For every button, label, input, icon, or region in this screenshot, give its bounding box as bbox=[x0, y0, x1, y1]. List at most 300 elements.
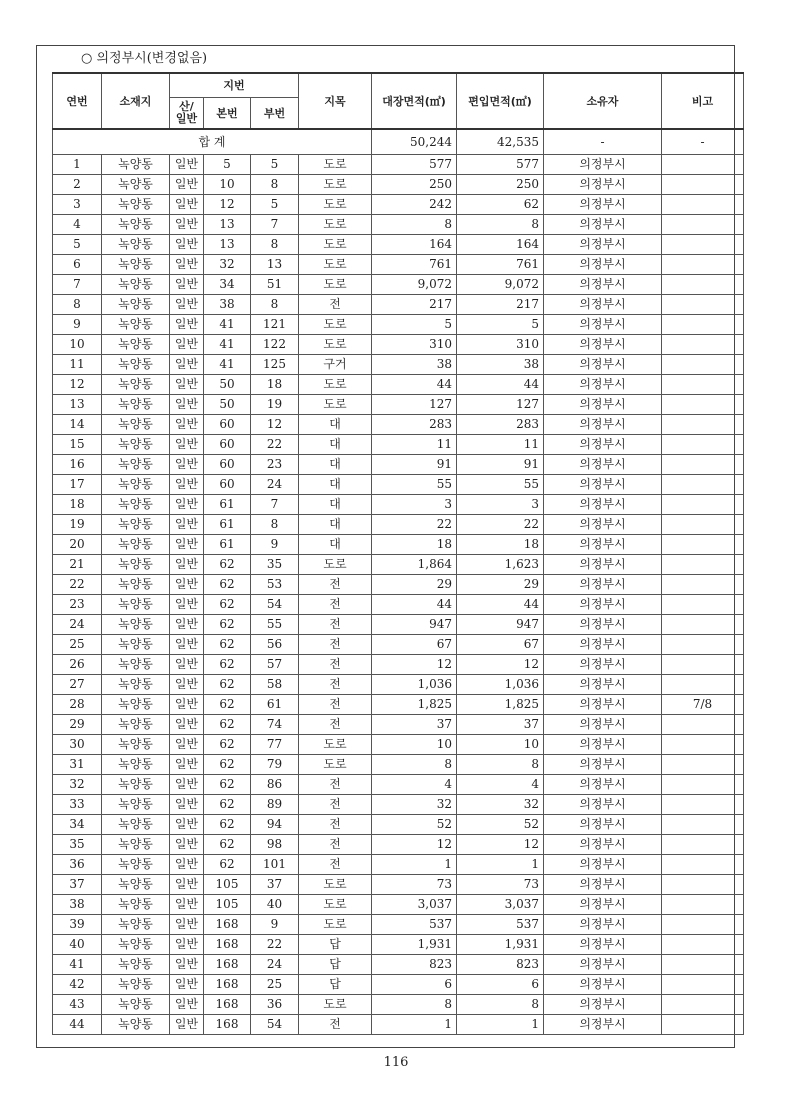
cell-remarks bbox=[662, 215, 744, 235]
cell-owner: 의정부시 bbox=[544, 875, 662, 895]
cell-owner: 의정부시 bbox=[544, 715, 662, 735]
header-location: 소재지 bbox=[102, 73, 170, 129]
table-row bbox=[53, 755, 744, 775]
cell-seq: 8 bbox=[53, 295, 102, 315]
cell-sub-no: 36 bbox=[251, 995, 299, 1015]
cell-remarks bbox=[662, 535, 744, 555]
header-incorporated-area: 편입면적(㎡) bbox=[457, 73, 544, 129]
table-row bbox=[53, 155, 744, 175]
cell-jimok: 도로 bbox=[299, 875, 372, 895]
cell-sub-no: 58 bbox=[251, 675, 299, 695]
cell-ledger-area: 67 bbox=[372, 635, 457, 655]
cell-seq: 3 bbox=[53, 195, 102, 215]
cell-location: 녹양동 bbox=[102, 455, 170, 475]
cell-location: 녹양동 bbox=[102, 735, 170, 755]
cell-remarks bbox=[662, 155, 744, 175]
cell-incorporated-area: 1,825 bbox=[457, 695, 544, 715]
cell-location: 녹양동 bbox=[102, 175, 170, 195]
cell-owner: 의정부시 bbox=[544, 995, 662, 1015]
cell-san: 일반 bbox=[170, 955, 204, 975]
cell-remarks bbox=[662, 415, 744, 435]
table-row bbox=[53, 535, 744, 555]
cell-ledger-area: 1,036 bbox=[372, 675, 457, 695]
table-row bbox=[53, 675, 744, 695]
cell-san: 일반 bbox=[170, 815, 204, 835]
cell-main-no: 10 bbox=[204, 175, 251, 195]
cell-san: 일반 bbox=[170, 315, 204, 335]
cell-jimok: 전 bbox=[299, 815, 372, 835]
cell-owner: 의정부시 bbox=[544, 515, 662, 535]
cell-incorporated-area: 38 bbox=[457, 355, 544, 375]
cell-san: 일반 bbox=[170, 435, 204, 455]
cell-incorporated-area: 22 bbox=[457, 515, 544, 535]
total-remarks: - bbox=[662, 129, 744, 155]
cell-ledger-area: 577 bbox=[372, 155, 457, 175]
cell-incorporated-area: 947 bbox=[457, 615, 544, 635]
cell-seq: 37 bbox=[53, 875, 102, 895]
table-row bbox=[53, 395, 744, 415]
cell-location: 녹양동 bbox=[102, 715, 170, 735]
cell-location: 녹양동 bbox=[102, 195, 170, 215]
total-incorporated-area: 42,535 bbox=[457, 129, 544, 155]
cell-san: 일반 bbox=[170, 375, 204, 395]
cell-san: 일반 bbox=[170, 255, 204, 275]
cell-location: 녹양동 bbox=[102, 755, 170, 775]
cell-ledger-area: 32 bbox=[372, 795, 457, 815]
cell-location: 녹양동 bbox=[102, 975, 170, 995]
cell-incorporated-area: 9,072 bbox=[457, 275, 544, 295]
cell-main-no: 61 bbox=[204, 515, 251, 535]
total-row bbox=[53, 129, 744, 155]
cell-sub-no: 37 bbox=[251, 875, 299, 895]
cell-san: 일반 bbox=[170, 295, 204, 315]
cell-incorporated-area: 217 bbox=[457, 295, 544, 315]
cell-main-no: 62 bbox=[204, 575, 251, 595]
cell-jimok: 도로 bbox=[299, 155, 372, 175]
cell-remarks bbox=[662, 175, 744, 195]
cell-location: 녹양동 bbox=[102, 555, 170, 575]
table-row bbox=[53, 855, 744, 875]
table-row bbox=[53, 915, 744, 935]
cell-owner: 의정부시 bbox=[544, 915, 662, 935]
cell-jimok: 답 bbox=[299, 935, 372, 955]
cell-seq: 16 bbox=[53, 455, 102, 475]
table-row bbox=[53, 415, 744, 435]
cell-location: 녹양동 bbox=[102, 295, 170, 315]
header-jimok: 지목 bbox=[299, 73, 372, 129]
cell-owner: 의정부시 bbox=[544, 595, 662, 615]
cell-location: 녹양동 bbox=[102, 835, 170, 855]
cell-location: 녹양동 bbox=[102, 535, 170, 555]
cell-location: 녹양동 bbox=[102, 995, 170, 1015]
cell-san: 일반 bbox=[170, 615, 204, 635]
cell-incorporated-area: 52 bbox=[457, 815, 544, 835]
cell-ledger-area: 22 bbox=[372, 515, 457, 535]
cell-remarks bbox=[662, 575, 744, 595]
cell-main-no: 61 bbox=[204, 495, 251, 515]
cell-remarks bbox=[662, 455, 744, 475]
cell-owner: 의정부시 bbox=[544, 895, 662, 915]
cell-ledger-area: 73 bbox=[372, 875, 457, 895]
cell-main-no: 32 bbox=[204, 255, 251, 275]
cell-remarks bbox=[662, 375, 744, 395]
cell-jimok: 전 bbox=[299, 835, 372, 855]
cell-jimok: 대 bbox=[299, 475, 372, 495]
cell-ledger-area: 12 bbox=[372, 835, 457, 855]
cell-incorporated-area: 8 bbox=[457, 755, 544, 775]
cell-ledger-area: 38 bbox=[372, 355, 457, 375]
cell-sub-no: 86 bbox=[251, 775, 299, 795]
cell-owner: 의정부시 bbox=[544, 175, 662, 195]
cell-san: 일반 bbox=[170, 555, 204, 575]
table-row bbox=[53, 935, 744, 955]
cell-remarks bbox=[662, 895, 744, 915]
header-row bbox=[53, 73, 744, 98]
cell-san: 일반 bbox=[170, 395, 204, 415]
cell-jimok: 대 bbox=[299, 455, 372, 475]
cell-ledger-area: 8 bbox=[372, 215, 457, 235]
cell-jimok: 대 bbox=[299, 435, 372, 455]
cell-incorporated-area: 1,036 bbox=[457, 675, 544, 695]
cell-incorporated-area: 127 bbox=[457, 395, 544, 415]
cell-jimok: 대 bbox=[299, 495, 372, 515]
cell-owner: 의정부시 bbox=[544, 295, 662, 315]
cell-seq: 26 bbox=[53, 655, 102, 675]
cell-ledger-area: 1,864 bbox=[372, 555, 457, 575]
cell-san: 일반 bbox=[170, 595, 204, 615]
cell-remarks bbox=[662, 395, 744, 415]
table-row bbox=[53, 495, 744, 515]
cell-seq: 35 bbox=[53, 835, 102, 855]
cell-location: 녹양동 bbox=[102, 215, 170, 235]
table-row bbox=[53, 595, 744, 615]
cell-sub-no: 25 bbox=[251, 975, 299, 995]
cell-seq: 23 bbox=[53, 595, 102, 615]
cell-jimok: 전 bbox=[299, 855, 372, 875]
cell-owner: 의정부시 bbox=[544, 435, 662, 455]
cell-incorporated-area: 32 bbox=[457, 795, 544, 815]
cell-seq: 1 bbox=[53, 155, 102, 175]
cell-remarks bbox=[662, 315, 744, 335]
cell-location: 녹양동 bbox=[102, 895, 170, 915]
cell-incorporated-area: 62 bbox=[457, 195, 544, 215]
cell-san: 일반 bbox=[170, 215, 204, 235]
cell-incorporated-area: 823 bbox=[457, 955, 544, 975]
cell-sub-no: 98 bbox=[251, 835, 299, 855]
cell-sub-no: 57 bbox=[251, 655, 299, 675]
cell-jimok: 도로 bbox=[299, 395, 372, 415]
cell-remarks bbox=[662, 995, 744, 1015]
cell-jimok: 전 bbox=[299, 295, 372, 315]
cell-location: 녹양동 bbox=[102, 515, 170, 535]
cell-jimok: 전 bbox=[299, 1015, 372, 1035]
cell-san: 일반 bbox=[170, 415, 204, 435]
cell-remarks bbox=[662, 935, 744, 955]
cell-sub-no: 5 bbox=[251, 155, 299, 175]
cell-ledger-area: 6 bbox=[372, 975, 457, 995]
header-main-no: 본번 bbox=[204, 98, 251, 130]
cell-owner: 의정부시 bbox=[544, 455, 662, 475]
cell-remarks bbox=[662, 195, 744, 215]
cell-jimok: 도로 bbox=[299, 215, 372, 235]
cell-jimok: 도로 bbox=[299, 235, 372, 255]
cell-seq: 32 bbox=[53, 775, 102, 795]
cell-remarks bbox=[662, 975, 744, 995]
cell-jimok: 전 bbox=[299, 675, 372, 695]
cell-owner: 의정부시 bbox=[544, 1015, 662, 1035]
cell-owner: 의정부시 bbox=[544, 735, 662, 755]
cell-incorporated-area: 283 bbox=[457, 415, 544, 435]
table-row bbox=[53, 835, 744, 855]
cell-owner: 의정부시 bbox=[544, 275, 662, 295]
cell-jimok: 도로 bbox=[299, 175, 372, 195]
cell-location: 녹양동 bbox=[102, 375, 170, 395]
cell-incorporated-area: 18 bbox=[457, 535, 544, 555]
total-label: 합 계 bbox=[53, 129, 372, 155]
cell-incorporated-area: 537 bbox=[457, 915, 544, 935]
table-row bbox=[53, 895, 744, 915]
cell-sub-no: 121 bbox=[251, 315, 299, 335]
cell-seq: 41 bbox=[53, 955, 102, 975]
cell-main-no: 13 bbox=[204, 215, 251, 235]
cell-location: 녹양동 bbox=[102, 815, 170, 835]
cell-remarks bbox=[662, 875, 744, 895]
cell-seq: 14 bbox=[53, 415, 102, 435]
table-row bbox=[53, 295, 744, 315]
cell-owner: 의정부시 bbox=[544, 815, 662, 835]
cell-location: 녹양동 bbox=[102, 595, 170, 615]
cell-location: 녹양동 bbox=[102, 875, 170, 895]
table-row bbox=[53, 375, 744, 395]
cell-seq: 25 bbox=[53, 635, 102, 655]
cell-san: 일반 bbox=[170, 695, 204, 715]
cell-remarks bbox=[662, 835, 744, 855]
cell-seq: 20 bbox=[53, 535, 102, 555]
cell-san: 일반 bbox=[170, 1015, 204, 1035]
cell-seq: 5 bbox=[53, 235, 102, 255]
table-row bbox=[53, 515, 744, 535]
cell-seq: 31 bbox=[53, 755, 102, 775]
cell-main-no: 5 bbox=[204, 155, 251, 175]
cell-remarks: 7/8 bbox=[662, 695, 744, 715]
cell-jimok: 도로 bbox=[299, 755, 372, 775]
cell-sub-no: 35 bbox=[251, 555, 299, 575]
cell-location: 녹양동 bbox=[102, 235, 170, 255]
cell-remarks bbox=[662, 815, 744, 835]
cell-san: 일반 bbox=[170, 755, 204, 775]
cell-main-no: 41 bbox=[204, 335, 251, 355]
cell-remarks bbox=[662, 595, 744, 615]
cell-main-no: 62 bbox=[204, 815, 251, 835]
cell-jimok: 전 bbox=[299, 615, 372, 635]
cell-incorporated-area: 3 bbox=[457, 495, 544, 515]
cell-owner: 의정부시 bbox=[544, 475, 662, 495]
cell-location: 녹양동 bbox=[102, 615, 170, 635]
cell-san: 일반 bbox=[170, 495, 204, 515]
cell-incorporated-area: 37 bbox=[457, 715, 544, 735]
cell-remarks bbox=[662, 355, 744, 375]
cell-seq: 27 bbox=[53, 675, 102, 695]
cell-main-no: 62 bbox=[204, 795, 251, 815]
table-row bbox=[53, 975, 744, 995]
table-row bbox=[53, 335, 744, 355]
cell-main-no: 168 bbox=[204, 995, 251, 1015]
cell-jimok: 구거 bbox=[299, 355, 372, 375]
cell-remarks bbox=[662, 795, 744, 815]
table-row bbox=[53, 815, 744, 835]
cell-location: 녹양동 bbox=[102, 795, 170, 815]
cell-main-no: 168 bbox=[204, 1015, 251, 1035]
cell-sub-no: 89 bbox=[251, 795, 299, 815]
cell-incorporated-area: 577 bbox=[457, 155, 544, 175]
cell-jimok: 전 bbox=[299, 715, 372, 735]
cell-main-no: 62 bbox=[204, 755, 251, 775]
cell-seq: 18 bbox=[53, 495, 102, 515]
cell-jimok: 도로 bbox=[299, 895, 372, 915]
table-row bbox=[53, 1015, 744, 1035]
cell-ledger-area: 55 bbox=[372, 475, 457, 495]
cell-ledger-area: 1,825 bbox=[372, 695, 457, 715]
cell-sub-no: 9 bbox=[251, 535, 299, 555]
cell-seq: 28 bbox=[53, 695, 102, 715]
cell-incorporated-area: 164 bbox=[457, 235, 544, 255]
cell-main-no: 60 bbox=[204, 435, 251, 455]
cell-san: 일반 bbox=[170, 175, 204, 195]
cell-san: 일반 bbox=[170, 655, 204, 675]
cell-remarks bbox=[662, 275, 744, 295]
cell-owner: 의정부시 bbox=[544, 695, 662, 715]
cell-owner: 의정부시 bbox=[544, 775, 662, 795]
cell-san: 일반 bbox=[170, 835, 204, 855]
cell-location: 녹양동 bbox=[102, 655, 170, 675]
table-row bbox=[53, 355, 744, 375]
cell-location: 녹양동 bbox=[102, 935, 170, 955]
table-row bbox=[53, 195, 744, 215]
cell-ledger-area: 18 bbox=[372, 535, 457, 555]
cell-owner: 의정부시 bbox=[544, 215, 662, 235]
cell-owner: 의정부시 bbox=[544, 955, 662, 975]
cell-seq: 10 bbox=[53, 335, 102, 355]
cell-main-no: 50 bbox=[204, 395, 251, 415]
cell-main-no: 62 bbox=[204, 695, 251, 715]
cell-jimok: 도로 bbox=[299, 195, 372, 215]
cell-sub-no: 24 bbox=[251, 955, 299, 975]
cell-seq: 29 bbox=[53, 715, 102, 735]
cell-sub-no: 54 bbox=[251, 595, 299, 615]
cell-seq: 38 bbox=[53, 895, 102, 915]
cell-incorporated-area: 1 bbox=[457, 855, 544, 875]
cell-sub-no: 79 bbox=[251, 755, 299, 775]
cell-jimok: 도로 bbox=[299, 555, 372, 575]
cell-ledger-area: 3,037 bbox=[372, 895, 457, 915]
cell-sub-no: 22 bbox=[251, 435, 299, 455]
cell-seq: 43 bbox=[53, 995, 102, 1015]
cell-san: 일반 bbox=[170, 895, 204, 915]
cell-incorporated-area: 250 bbox=[457, 175, 544, 195]
cell-san: 일반 bbox=[170, 915, 204, 935]
cell-sub-no: 94 bbox=[251, 815, 299, 835]
cell-location: 녹양동 bbox=[102, 675, 170, 695]
cell-sub-no: 54 bbox=[251, 1015, 299, 1035]
cell-remarks bbox=[662, 295, 744, 315]
cell-san: 일반 bbox=[170, 475, 204, 495]
cell-jimok: 대 bbox=[299, 535, 372, 555]
cell-sub-no: 8 bbox=[251, 295, 299, 315]
cell-ledger-area: 9,072 bbox=[372, 275, 457, 295]
cell-sub-no: 51 bbox=[251, 275, 299, 295]
cell-san: 일반 bbox=[170, 715, 204, 735]
cell-incorporated-area: 3,037 bbox=[457, 895, 544, 915]
cell-incorporated-area: 6 bbox=[457, 975, 544, 995]
cell-owner: 의정부시 bbox=[544, 375, 662, 395]
table-row bbox=[53, 695, 744, 715]
cell-main-no: 38 bbox=[204, 295, 251, 315]
cell-location: 녹양동 bbox=[102, 915, 170, 935]
cell-incorporated-area: 73 bbox=[457, 875, 544, 895]
cell-seq: 34 bbox=[53, 815, 102, 835]
cell-owner: 의정부시 bbox=[544, 655, 662, 675]
cell-sub-no: 125 bbox=[251, 355, 299, 375]
cell-incorporated-area: 67 bbox=[457, 635, 544, 655]
cell-san: 일반 bbox=[170, 875, 204, 895]
cell-remarks bbox=[662, 435, 744, 455]
cell-main-no: 168 bbox=[204, 955, 251, 975]
table-row bbox=[53, 555, 744, 575]
header-jibun: 지번 bbox=[170, 73, 299, 98]
cell-san: 일반 bbox=[170, 675, 204, 695]
cell-owner: 의정부시 bbox=[544, 335, 662, 355]
cell-seq: 9 bbox=[53, 315, 102, 335]
cell-incorporated-area: 1,623 bbox=[457, 555, 544, 575]
cell-ledger-area: 3 bbox=[372, 495, 457, 515]
cell-remarks bbox=[662, 555, 744, 575]
cell-jimok: 도로 bbox=[299, 275, 372, 295]
cell-sub-no: 8 bbox=[251, 175, 299, 195]
cell-owner: 의정부시 bbox=[544, 415, 662, 435]
cell-main-no: 62 bbox=[204, 735, 251, 755]
cell-location: 녹양동 bbox=[102, 575, 170, 595]
cell-location: 녹양동 bbox=[102, 695, 170, 715]
cell-seq: 22 bbox=[53, 575, 102, 595]
cell-main-no: 62 bbox=[204, 595, 251, 615]
table-row bbox=[53, 715, 744, 735]
cell-seq: 17 bbox=[53, 475, 102, 495]
cell-sub-no: 74 bbox=[251, 715, 299, 735]
cell-jimok: 대 bbox=[299, 515, 372, 535]
cell-seq: 11 bbox=[53, 355, 102, 375]
cell-ledger-area: 12 bbox=[372, 655, 457, 675]
cell-seq: 21 bbox=[53, 555, 102, 575]
table-row bbox=[53, 475, 744, 495]
cell-ledger-area: 761 bbox=[372, 255, 457, 275]
cell-ledger-area: 37 bbox=[372, 715, 457, 735]
cell-sub-no: 53 bbox=[251, 575, 299, 595]
cell-location: 녹양동 bbox=[102, 275, 170, 295]
cell-ledger-area: 11 bbox=[372, 435, 457, 455]
cell-jimok: 도로 bbox=[299, 335, 372, 355]
cell-ledger-area: 947 bbox=[372, 615, 457, 635]
cell-incorporated-area: 12 bbox=[457, 835, 544, 855]
cell-incorporated-area: 310 bbox=[457, 335, 544, 355]
cell-location: 녹양동 bbox=[102, 315, 170, 335]
cell-seq: 15 bbox=[53, 435, 102, 455]
cell-jimok: 도로 bbox=[299, 995, 372, 1015]
cell-incorporated-area: 55 bbox=[457, 475, 544, 495]
cell-main-no: 34 bbox=[204, 275, 251, 295]
cell-main-no: 105 bbox=[204, 875, 251, 895]
cell-incorporated-area: 29 bbox=[457, 575, 544, 595]
cell-sub-no: 8 bbox=[251, 515, 299, 535]
